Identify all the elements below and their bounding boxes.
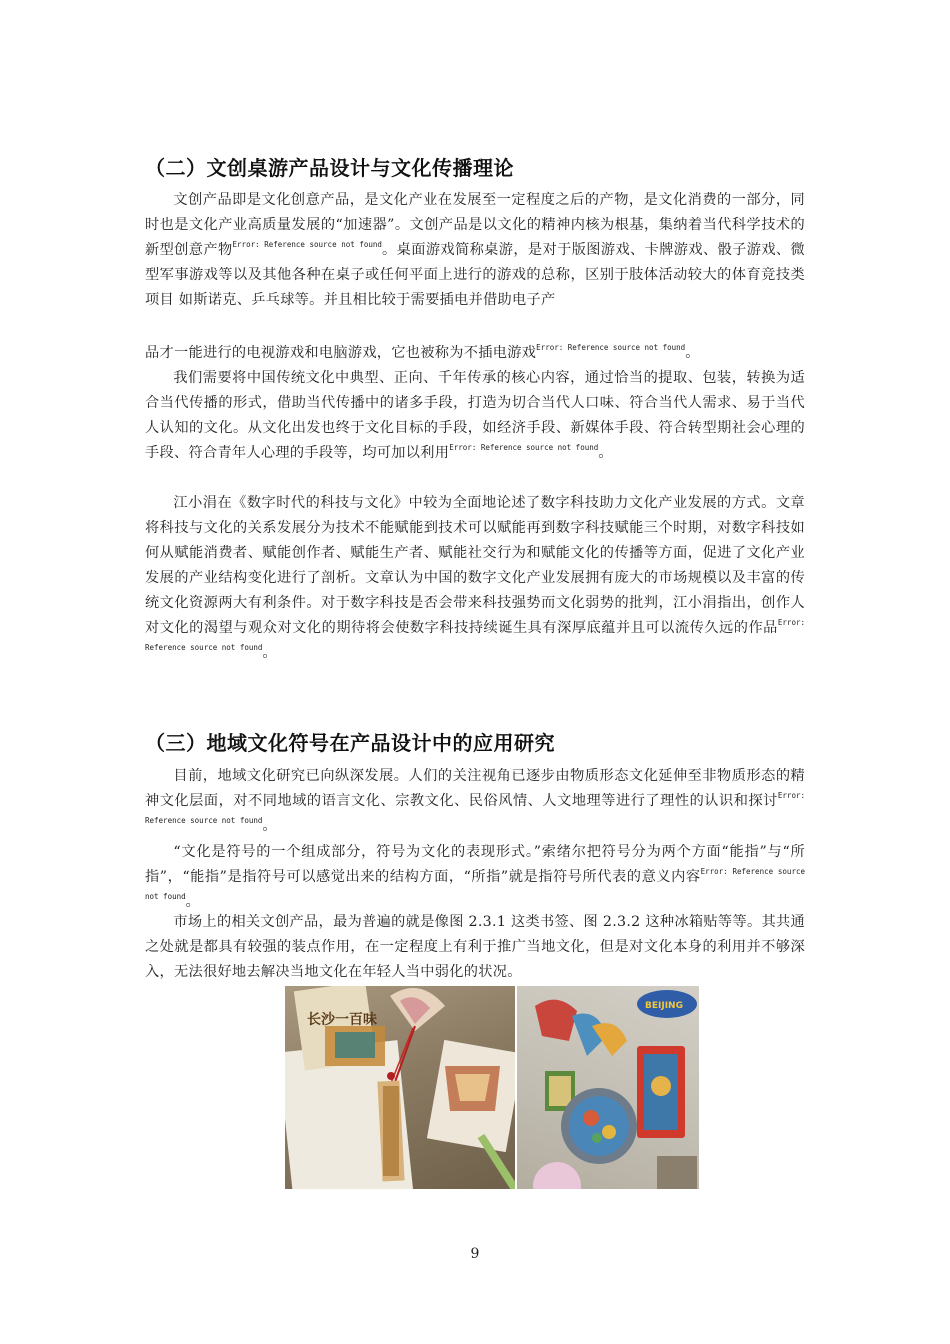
paragraph-text: 。 <box>262 818 277 834</box>
paragraph-text: 市场上的相关文创产品，最为普遍的就是像图 2.3.1 这类书签、图 2.3.2 这种冰箱贴等等。其共通之处就是都具有较强的装点作用，在一定程度上有利于推广当地文化，但是对文化本身的利用并不够深入，无法很好地去解决当地文化在年轻人当中弱化的状况。 <box>145 914 805 980</box>
paragraph <box>145 366 805 466</box>
bookmark-illustration <box>285 986 515 1189</box>
reference-error: Error: Reference source not found <box>449 443 599 452</box>
bookmark-photo <box>285 986 515 1189</box>
paragraph <box>145 840 805 915</box>
fridge-magnet-photo <box>517 986 699 1189</box>
paragraph <box>145 910 805 985</box>
beijing-logo-text: BEIJING <box>645 1001 683 1011</box>
reference-error: Error: Reference source not found <box>232 240 382 249</box>
reference-error: Error: Reference source not found <box>145 791 805 825</box>
paragraph <box>145 188 805 313</box>
reference-error: Error: Reference source not found <box>536 343 686 352</box>
paragraph-text: 品才一能进行的电视游戏和电脑游戏，它也被称为不插电游戏 <box>145 345 537 361</box>
paragraph-text: 我们需要将中国传统文化中典型、正向、千年传承的核心内容，通过恰当的提取、包装，转换为适合当代传播的形式，借助当代传播中的诸多手段，打造为切合当代人口味、符合当代人需求、易于当代人认知的文化。从文化出发也终于文化目标的手段，如经济手段、新媒体手段、符合转型期社会心理的手段、符合青年人心理的手段等，均可加以利用 <box>145 370 805 461</box>
paragraph <box>145 764 805 839</box>
paragraph-text: 目前，地域文化研究已向纵深发展。人们的关注视角已逐步由物质形态文化延伸至非物质形态的精神文化层面，对不同地域的语言文化、宗教文化、民俗风情、人文地理等进行了理性的认识和探讨 <box>145 768 805 809</box>
page-number: 9 <box>470 1246 480 1262</box>
paragraph <box>145 491 805 666</box>
product-photo-figure <box>285 986 699 1189</box>
paragraph-text: 。桌面游戏简称桌游，是对于版图游戏、卡牌游戏、骰子游戏、微型军事游戏等以及其他各种在桌子或任何平面上进行的游戏的总称，区别于肢体活动较大的体育竞技类项目 如斯诺克、乒乓球等。并且相比较于需要插电并借助电子产 <box>145 242 805 308</box>
magnet-illustration <box>517 986 699 1189</box>
paragraph-text: 文创产品即是文化创意产品，是文化产业在发展至一定程度之后的产物，是文化消费的一部分，同时也是文化产业高质量发展的“加速器”。文创产品是以文化的精神内核为根基，集纳着当代科学技术的新型创意产物 <box>145 192 805 258</box>
section-heading-2: （二）文创桌游产品设计与文化传播理论 <box>145 156 514 180</box>
paragraph-text: 。 <box>685 345 700 361</box>
paragraph-text: 。 <box>185 894 201 910</box>
paragraph-text: “文化是符号的一个组成部分，符号为文化的表现形式。”索绪尔把符号分为两个方面“能指”与“所指”，“能指”是指符号可以感觉出来的结构方面，“所指”就是指符号所代表的意义内容 <box>145 844 805 885</box>
bookmark-sign-text: 长沙一百味 <box>307 1012 377 1028</box>
paragraph-text: 。 <box>598 445 613 461</box>
paragraph-text: 。 <box>262 645 277 661</box>
section-heading-3: （三）地域文化符号在产品设计中的应用研究 <box>145 731 555 755</box>
reference-error: Error: Reference source not found <box>145 867 805 901</box>
reference-error: Error: Reference source not found <box>145 618 805 652</box>
paragraph-text: 江小涓在《数字时代的科技与文化》中较为全面地论述了数字科技助力文化产业发展的方式。文章将科技与文化的关系发展分为技术不能赋能到技术可以赋能再到数字科技赋能三个时期，对数字科技如何从赋能消费者、赋能创作者、赋能生产者、赋能社交行为和赋能文化的传播等方面，促进了文化产业发展的产业结构变化进行了剖析。文章认为中国的数字文化产业发展拥有庞大的市场规模以及丰富的传统文化资源两大有利条件。对于数字科技是否会带来科技强势而文化弱势的批判，江小涓指出，创作人对文化的渴望与观众对文化的期待将会使数字科技持续诞生具有深厚底蕴并且可以流传久远的作品 <box>145 495 805 636</box>
paragraph <box>145 341 805 366</box>
